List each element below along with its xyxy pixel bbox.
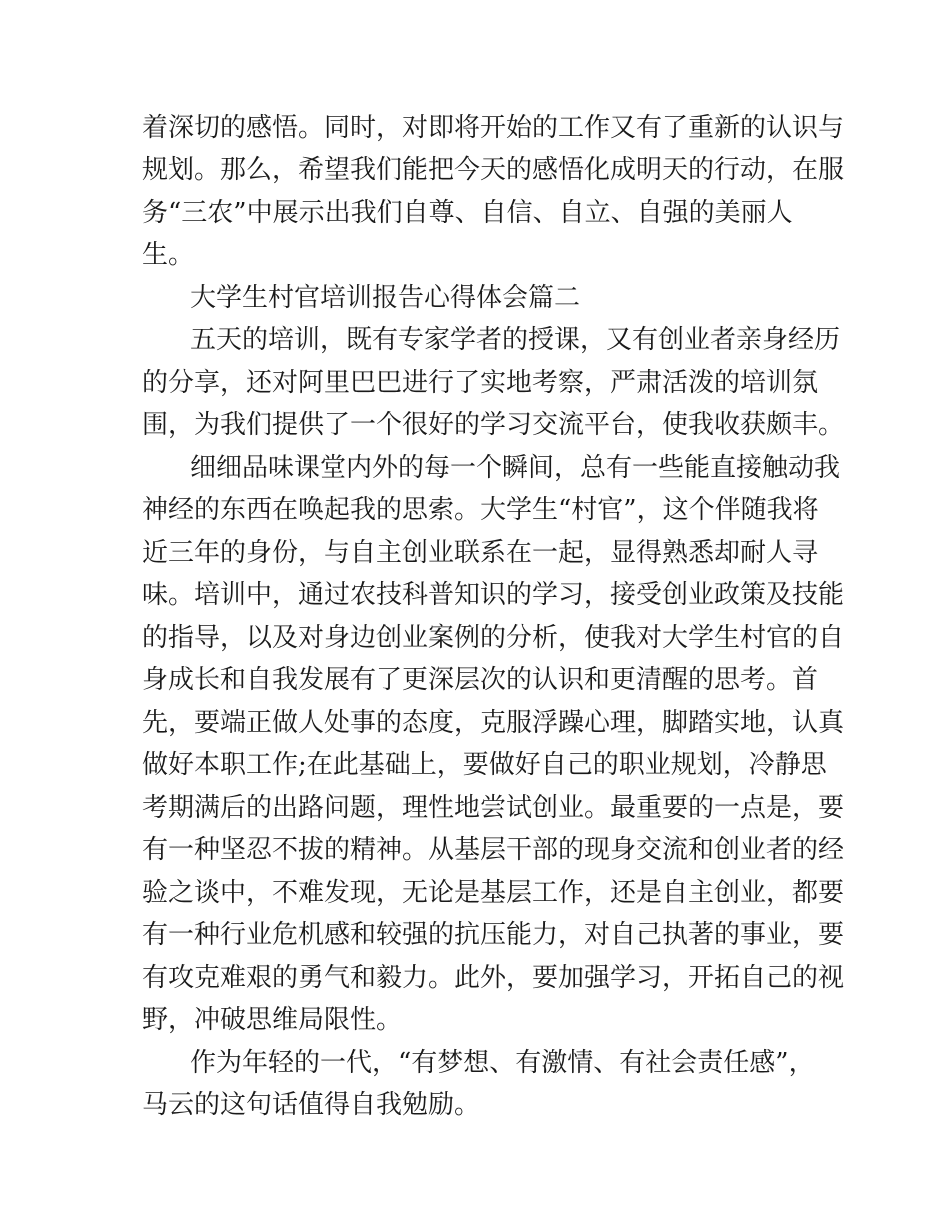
text-line: 考期满后的出路问题，理性地尝试创业。最重要的一点是，要 <box>142 793 845 823</box>
text-line: 务“三农”中展示出我们自尊、自信、自立、自强的美丽人 <box>142 198 793 228</box>
text-line: 的分享，还对阿里巴巴进行了实地考察，严肃活泼的培训氛 <box>142 368 819 398</box>
text-line: 味。培训中，通过农技科普知识的学习，接受创业政策及技能 <box>142 580 845 610</box>
text-line: 先，要端正做人处事的态度，克服浮躁心理，脚踏实地，认真 <box>142 708 845 738</box>
text-line: 生。 <box>142 240 195 270</box>
text-line: 有攻克难艰的勇气和毅力。此外，要加强学习，开拓自己的视 <box>142 963 845 993</box>
text-line: 作为年轻的一代，“有梦想、有激情、有社会责任感”， <box>190 1048 815 1078</box>
text-line: 规划。那么，希望我们能把今天的感悟化成明天的行动，在服 <box>142 155 845 185</box>
text-line: 身成长和自我发展有了更深层次的认识和更清醒的思考。首 <box>142 665 819 695</box>
text-line: 围，为我们提供了一个很好的学习交流平台，使我收获颇丰。 <box>142 410 845 440</box>
section-heading: 大学生村官培训报告心得体会篇二 <box>190 283 581 313</box>
text-line: 验之谈中，不难发现，无论是基层工作，还是自主创业，都要 <box>142 878 845 908</box>
text-line: 野，冲破思维局限性。 <box>142 1005 403 1035</box>
text-line: 近三年的身份，与自主创业联系在一起，显得熟悉却耐人寻 <box>142 538 819 568</box>
text-line: 神经的东西在唤起我的思索。大学生“村官”，这个伴随我将 <box>142 495 819 525</box>
text-line: 有一种坚忍不拔的精神。从基层干部的现身交流和创业者的经 <box>142 835 845 865</box>
text-line: 着深切的感悟。同时，对即将开始的工作又有了重新的认识与 <box>142 113 845 143</box>
text-line: 马云的这句话值得自我勉励。 <box>142 1090 481 1120</box>
text-line: 有一种行业危机感和较强的抗压能力，对自己执著的事业，要 <box>142 920 845 950</box>
text-line: 做好本职工作;在此基础上，要做好自己的职业规划，冷静思 <box>142 750 827 780</box>
text-line: 细细品味课堂内外的每一个瞬间，总有一些能直接触动我 <box>190 453 841 483</box>
text-line: 五天的培训，既有专家学者的授课，又有创业者亲身经历 <box>190 325 841 355</box>
text-line: 的指导，以及对身边创业案例的分析，使我对大学生村官的自 <box>142 623 845 653</box>
